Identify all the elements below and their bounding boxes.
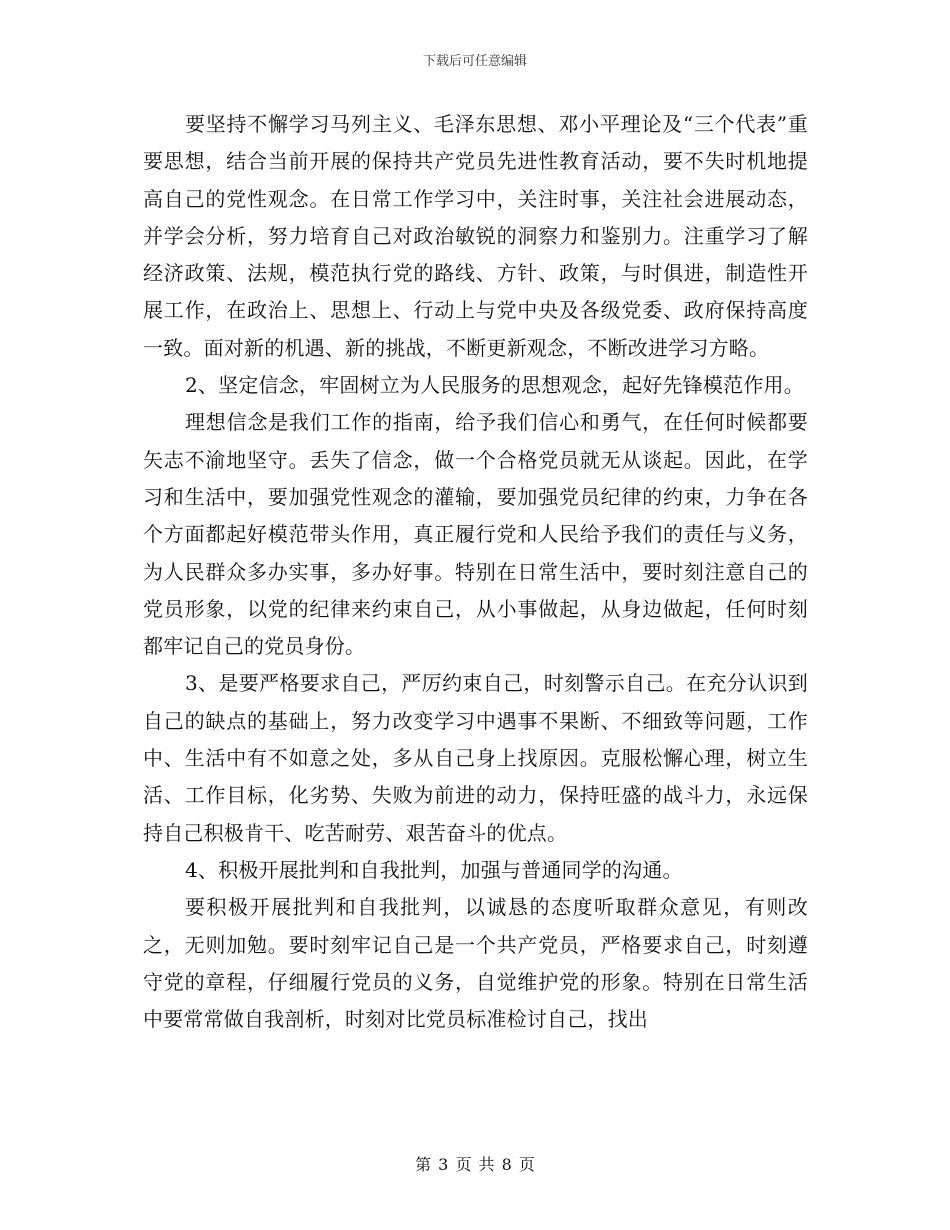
paragraph-criticism: 要积极开展批判和自我批判，以诚恳的态度听取群众意见，有则改之，无则加勉。要时刻牢记自己是一个共产党员，严格要求自己，时刻遵守党的章程，仔细履行党员的义务，自觉维护党的形象。特别在日常生活中要常常做自我剖析，时刻对比党员标准检讨自己，找出 <box>143 895 808 1032</box>
page-header: 下载后可任意编辑 <box>422 54 527 69</box>
document-body <box>143 106 808 1038</box>
paragraph-ideals: 理想信念是我们工作的指南，给予我们信心和勇气，在任何时候都要矢志不渝地坚守。丢失了信念，做一个合格党员就无从谈起。因此，在学习和生活中，要加强党性观念的灌输，要加强党员纪律的约束，力争在各个方面都起好模范带头作用，真正履行党和人民给予我们的责任与义务，为人民群众多办实事，多办好事。特别在日常生活中，要时刻注意自己的党员形象，以党的纪律来约束自己，从小事做起，从身边做起，任何时刻都牢记自己的党员身份。 <box>143 410 808 659</box>
paragraph-heading-2: 2、坚定信念，牢固树立为人民服务的思想观念，起好先锋模范作用。 <box>185 373 804 398</box>
paragraph-heading-4: 4、积极开展批判和自我批判，加强与普通同学的沟通。 <box>185 857 683 882</box>
paragraph-study-theory: 要坚持不懈学习马列主义、毛泽东思想、邓小平理论及“三个代表”重要思想，结合当前开展的保持共产党员先进性教育活动，要不失时机地提高自己的党性观念。在日常工作学习中，关注时事，关注社会进展动态，并学会分析，努力培育自己对政治敏锐的洞察力和鉴别力。注重学习了解经济政策、法规，模范执行党的路线、方针、政策，与时俱进，制造性开展工作，在政治上、思想上、行动上与党中央及各级党委、政府保持高度一致。面对新的机遇、新的挑战，不断更新观念，不断改进学习方略。 <box>143 112 808 360</box>
paragraph-heading-3: 3、是要严格要求自己，严厉约束自己，时刻警示自己。在充分认识到自己的缺点的基础上，努力改变学习中遇事不果断、不细致等问题，工作中、生活中有不如意之处，多从自己身上找原因。克服松懈心理，树立生活、工作目标，化劣势、失败为前进的动力，保持旺盛的战斗力，永远保持自己积极肯干、吃苦耐劳、艰苦奋斗的优点。 <box>143 671 808 845</box>
page-footer: 第 3 页 共 8 页 <box>415 1155 535 1174</box>
